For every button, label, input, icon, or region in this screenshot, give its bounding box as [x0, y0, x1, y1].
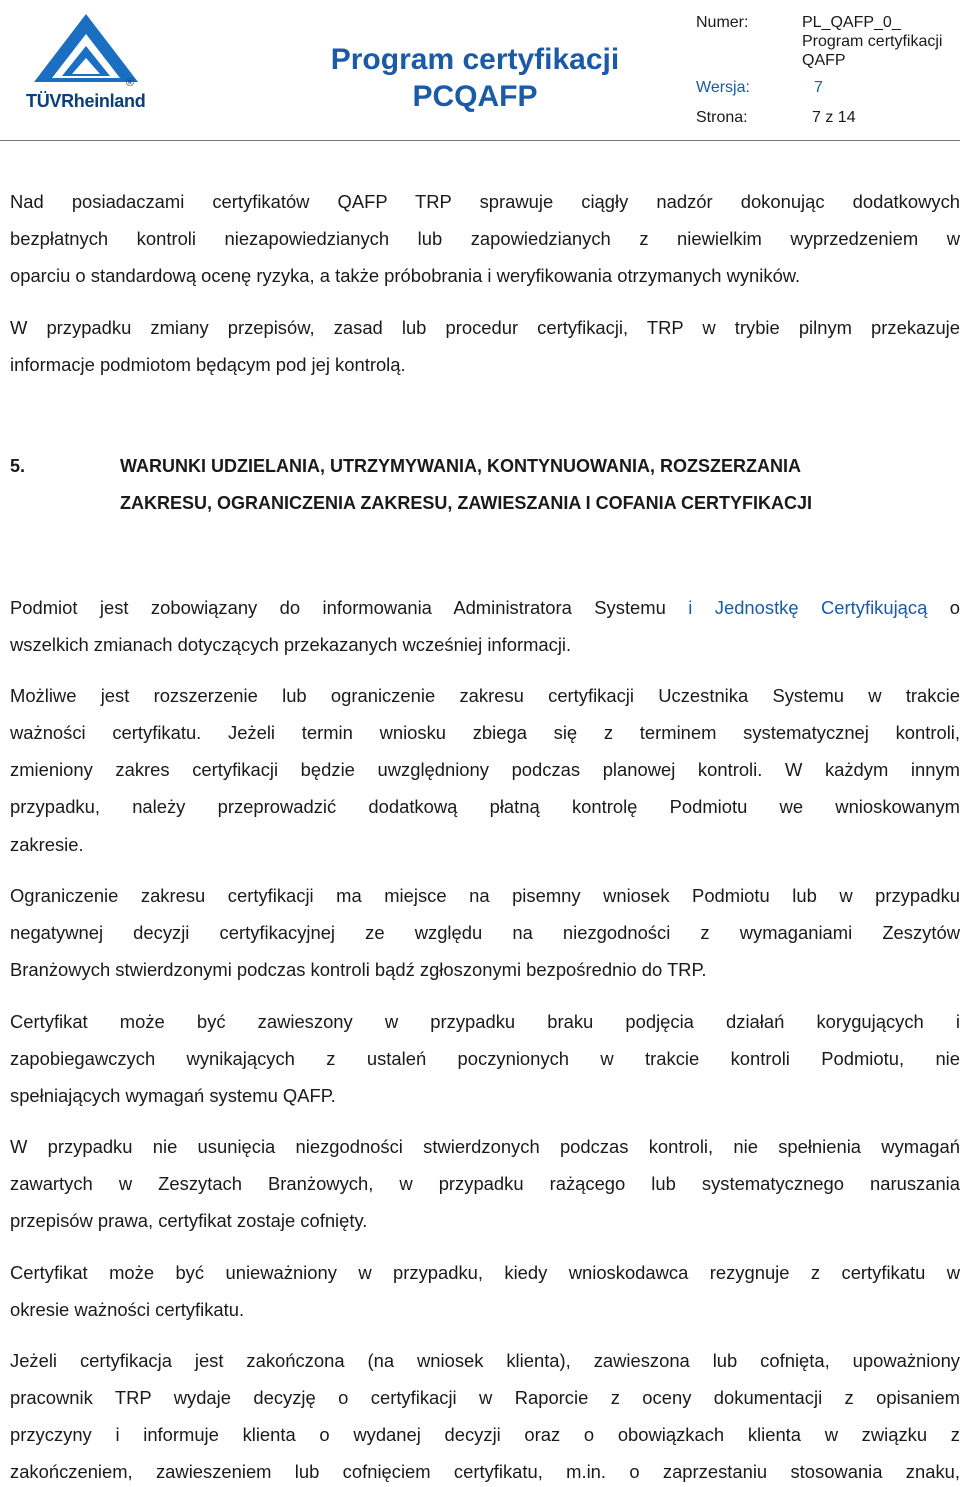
paragraph-line: pracownik TRP wydaje decyzję o certyfikacji w Raporcie z oceny dokumentacji z opisaniem	[10, 1387, 960, 1408]
paragraph-line: ważności certyfikatu. Jeżeli termin wniosku zbiega się z terminem systematycznej kontroli,	[10, 722, 960, 743]
paragraph-line: Ograniczenie zakresu certyfikacji ma miejsce na pisemny wniosek Podmiotu lub w przypadku	[10, 885, 960, 906]
paragraph-line: spełniających wymagań systemu QAFP.	[10, 1085, 336, 1106]
tuv-rheinland-logo	[24, 12, 149, 112]
section-number: 5.	[10, 456, 26, 476]
paragraph-line: wszelkich zmianach dotyczących przekazanych wcześniej informacji.	[10, 634, 572, 655]
paragraph-line: okresie ważności certyfikatu.	[10, 1299, 245, 1320]
paragraph-line: Możliwe jest rozszerzenie lub ograniczenie zakresu certyfikacji Uczestnika Systemu w trakcie	[10, 685, 960, 706]
numer-value-line2: Program certyfikacji	[802, 33, 943, 50]
paragraph-line: W przypadku zmiany przepisów, zasad lub procedur certyfikacji, TRP w trybie pilnym przekazuje	[10, 317, 960, 338]
paragraph-line: zakresie.	[10, 834, 84, 855]
wersja-label: Wersja:	[696, 79, 750, 96]
paragraph-text: o	[949, 597, 960, 618]
paragraph-line: negatywnej decyzji certyfikacyjnej ze względu na niezgodności z wymaganiami Zeszytów	[10, 922, 960, 943]
strona-label: Strona:	[696, 109, 748, 126]
paragraph-line: W przypadku nie usunięcia niezgodności stwierdzonych podczas kontroli, nie spełnienia wymagań	[10, 1136, 960, 1157]
numer-value-line1: PL_QAFP_0_	[802, 14, 901, 31]
paragraph-line	[10, 597, 960, 619]
header-divider	[0, 140, 960, 141]
numer-value-line3: QAFP	[802, 52, 846, 69]
paragraph-line: zawartych w Zeszytach Branżowych, w przypadku rażącego lub systematycznego naruszania	[10, 1173, 960, 1194]
paragraph-line: oparciu o standardową ocenę ryzyka, a także próbobrania i weryfikowania otrzymanych wyników.	[10, 265, 801, 286]
paragraph-line: przepisów prawa, certyfikat zostaje cofnięty.	[10, 1210, 368, 1231]
paragraph-line: Nad posiadaczami certyfikatów QAFP TRP sprawuje ciągły nadzór dokonując dodatkowych	[10, 191, 960, 212]
document-header	[0, 0, 960, 140]
paragraph-line: Certyfikat może być unieważniony w przypadku, kiedy wnioskodawca rezygnuje z certyfikatu w	[10, 1262, 960, 1283]
paragraph-line: zapobiegawczych wynikających z ustaleń poczynionych w trakcie kontroli Podmiotu, nie	[10, 1048, 960, 1069]
paragraph-text: Podmiot jest zobowiązany do informowania Administratora Systemu	[10, 597, 666, 618]
strona-value: 7 z 14	[812, 109, 856, 126]
paragraph-line: zmieniony zakres certyfikacji będzie uwzględniony podczas planowej kontroli. W każdym innym	[10, 759, 960, 780]
paragraph-line: przypadku, należy przeprowadzić dodatkową płatną kontrolę Podmiotu we wnioskowanym	[10, 796, 960, 817]
section-title-line1: WARUNKI UDZIELANIA, UTRZYMYWANIA, KONTYNUOWANIA, ROZSZERZANIA	[120, 456, 801, 476]
document-title-line2: PCQAFP	[412, 80, 538, 113]
section-title-line2: ZAKRESU, OGRANICZENIA ZAKRESU, ZAWIESZANIA I COFANIA CERTYFIKACJI	[120, 493, 813, 513]
document-title-line1: Program certyfikacji	[330, 43, 620, 76]
paragraph-line: zakończeniem, zawieszeniem lub cofnięciem certyfikatu, m.in. o zaprzestaniu stosowania znaku,	[10, 1461, 960, 1482]
logo-wordmark: TÜVRheinland ®	[26, 77, 146, 111]
paragraph-line: przyczyny i informuje klienta o wydanej decyzji oraz o obowiązkach klienta w związku z	[10, 1424, 960, 1445]
paragraph-line: informacje podmiotom będącym pod jej kontrolą.	[10, 354, 406, 375]
paragraph-line: Branżowych stwierdzonymi podczas kontroli bądź zgłoszonymi bezpośrednio do TRP.	[10, 959, 707, 980]
paragraph-line: Certyfikat może być zawieszony w przypadku braku podjęcia działań korygujących i	[10, 1011, 960, 1032]
paragraph-line: bezpłatnych kontroli niezapowiedzianych lub zapowiedzianych z niewielkim wyprzedzeniem w	[10, 228, 960, 249]
numer-label: Numer:	[696, 14, 749, 31]
wersja-value: 7	[814, 79, 823, 96]
jednostka-certyfikujaca-text: i Jednostkę Certyfikującą	[688, 597, 928, 618]
paragraph-line: Jeżeli certyfikacja jest zakończona (na wniosek klienta), zawieszona lub cofnięta, upoważniony	[10, 1350, 960, 1371]
